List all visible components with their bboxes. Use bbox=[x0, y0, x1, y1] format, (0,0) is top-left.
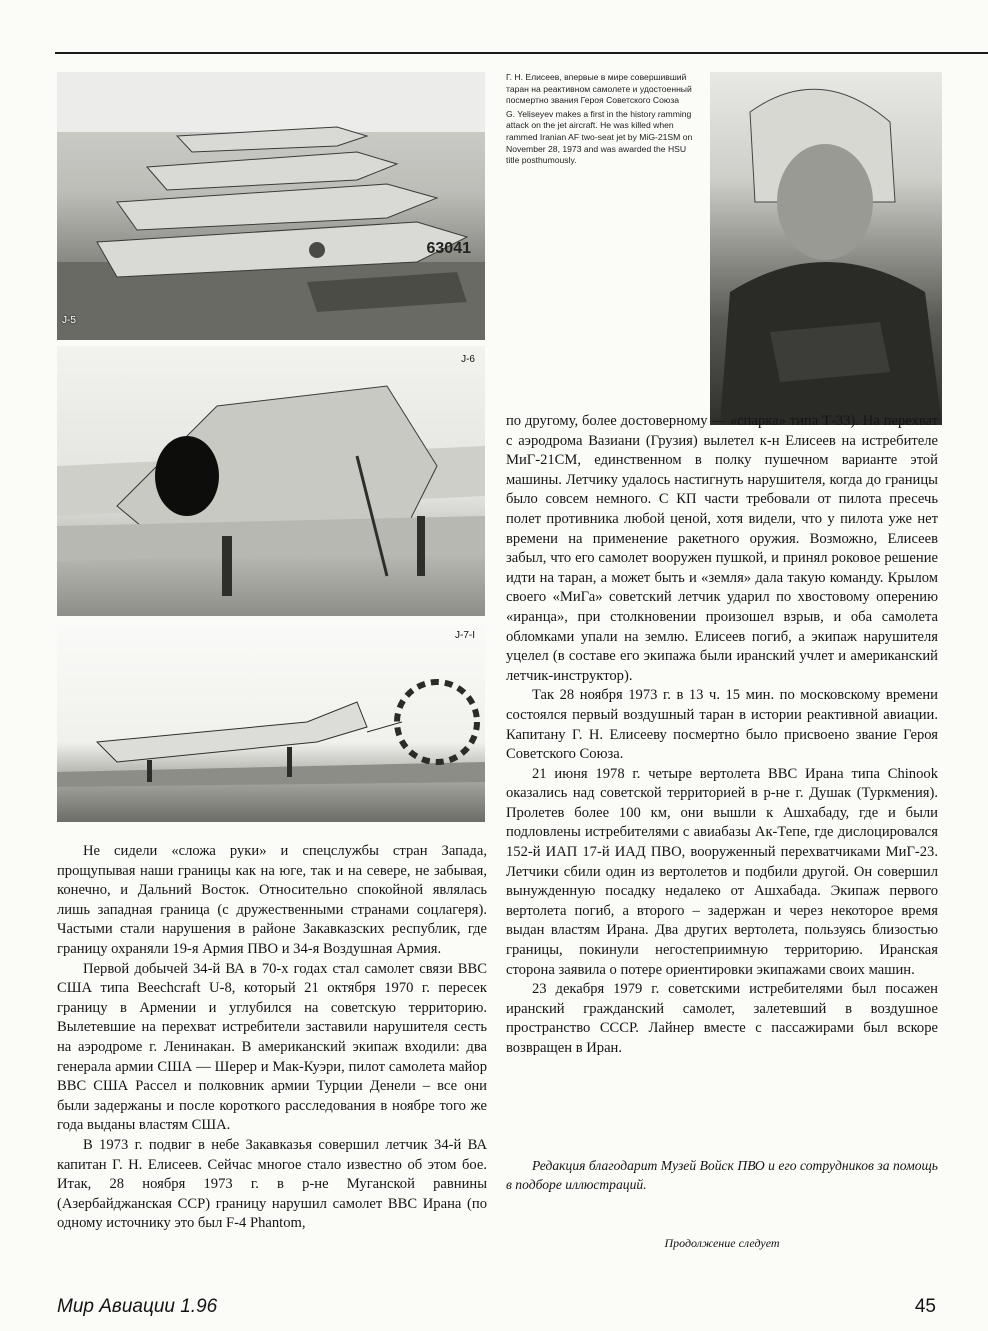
right-column bbox=[506, 412, 938, 1059]
photo-portrait-yeliseyev bbox=[710, 72, 942, 425]
acknowledgement: Редакция благодарит Музей Войск ПВО и его сотрудников за помощь в подборе иллюстраций. bbox=[506, 1158, 938, 1192]
paragraph: 23 декабря 1979 г. советскими истребителями был посажен иранский гражданский самолет, залетевший в воздушное пространство СССР. Лайнер вместе с пассажирами был вскоре возвращен в Иран. bbox=[506, 981, 938, 1056]
paragraph: 21 июня 1978 г. четыре вертолета ВВС Ирана типа Chinook оказались над советской территорией в р-не г. Душак (Туркмения). Пролетев более 100 км, они вышли к Ашхабаду, где и были подловлены истребителями с авиабазы Ак-Тепе, где дислоцировался 152-й ИАП 17-й ИАД ПВО, вооруженный перехватчиками МиГ-23. Летчики сбили один из вертолетов и подбили другой. Он совершил вынужденную посадку недалеко от Ашхабада. Экипаж первого вертолета погиб, а второго – задержан и через некоторое время выдан властям Ирана. Два других вертолета, пользуясь близостью границы, покинули негостеприимную территорию. Иранская сторона заявила о потере ориентировки экипажами своих машин. bbox=[506, 765, 938, 978]
photo-j6-front bbox=[57, 346, 485, 616]
paragraph: Не сидели «сложа руки» и спецслужбы стран Запада, прощупывая наши границы как на юге, так и на севере, не забывая, конечно, и Дальний Восток. Относительно спокойной являлась лишь западная граница (с дружественными странами соцлагеря). Частыми стали нарушения в районе Закавказских республик, где границу охраняли 19-я Армия ПВО и 34-я Воздушная Армия. bbox=[57, 843, 487, 957]
footer-page-number: 45 bbox=[914, 1296, 936, 1317]
footer-magazine: Мир Авиации 1.96 bbox=[57, 1296, 218, 1317]
tail-number: 63041 bbox=[426, 240, 471, 257]
continuation-note: Продолжение следует bbox=[664, 1236, 780, 1250]
photo-j5-fighters-row bbox=[57, 72, 485, 340]
caption-ru: Г. Н. Елисеев, впервые в мире совершивший таран на реактивном самолете и удостоенный посмертно звания Героя Советского Союза bbox=[506, 72, 692, 106]
top-rule bbox=[55, 52, 988, 54]
paragraph: Так 28 ноября 1973 г. в 13 ч. 15 мин. по московскому времени состоялся первый воздушный таран в истории реактивной авиации. Капитану Г. Н. Елисееву посмертно было присвоено звание Героя Советского Союза. bbox=[506, 687, 938, 763]
photo-label-j6: J-6 bbox=[461, 354, 475, 365]
caption-en: G. Yeliseyev makes a first in the history ramming attack on the jet aircraft. He was killed when rammed Iranian AF two-seat jet by MiG-21SM on November 28, 1973 and was awarded the HSU title posthumously. bbox=[506, 108, 693, 166]
paragraph: по другому, более достоверному — «спарка» типа Т-33). На перехват с аэродрома Вазиани (Грузия) вылетел к-н Елисеев на истребителе МиГ-21СМ, единственном в полку пушечном варианте этой машины. Летчику удалось настигнуть нарушителя, когда до границы было совсем немного. С КП части требовали от пилота пресечь полет противника любой ценой, хотя видели, что у пилота уже нет времени на применение ракетного оружия. Возможно, Елисеев забыл, что его самолет вооружен пушкой, и принял роковое решение идти на таран, а может быть и «земля» дала такую команду. Крылом своего «МиГа» советский летчик ударил по хвостовому оперению «иранца», при столкновении произошел взрыв, и оба самолета обломками упали на землю. Елисеев погиб, а экипаж нарушителя уцелел (в составе его экипажа были иранский учлет и американский летчик-инструктор). bbox=[506, 413, 938, 684]
paragraph: Первой добычей 34-й ВА в 70-х годах стал самолет связи ВВС США типа Beechcraft U-8, который 21 октября 1970 г. пересек границу в Армении и углубился на советскую территорию. Вылетевшие на перехват истребители заставили нарушителя сесть на аэродроме г. Ленинакан. В американский экипаж входили: два генерала армии США — Шерер и Мак-Куэри, пилот самолета майор ВВС США Рассел и полковник армии Турции Денели – все они были задержаны и после короткого расследования в ноябре того же года выданы властям США. bbox=[57, 960, 487, 1134]
photo-label-j7: J-7-I bbox=[455, 630, 475, 641]
photo-caption bbox=[506, 72, 701, 169]
photo-label-j5: J-5 bbox=[62, 315, 76, 326]
paragraph: В 1973 г. подвиг в небе Закавказья совершил летчик 34-й ВА капитан Г. Н. Елисеев. Сейчас многое стало известно об этом бое. Итак, 28 ноября 1973 г. в р-не Муганской равнины (Азербайджанская ССР) границу нарушил самолет ВВС Ирана (по одному источнику это был F-4 Phantom, bbox=[57, 1136, 487, 1232]
left-column bbox=[57, 842, 487, 1234]
photo-j7-landing bbox=[57, 622, 485, 822]
